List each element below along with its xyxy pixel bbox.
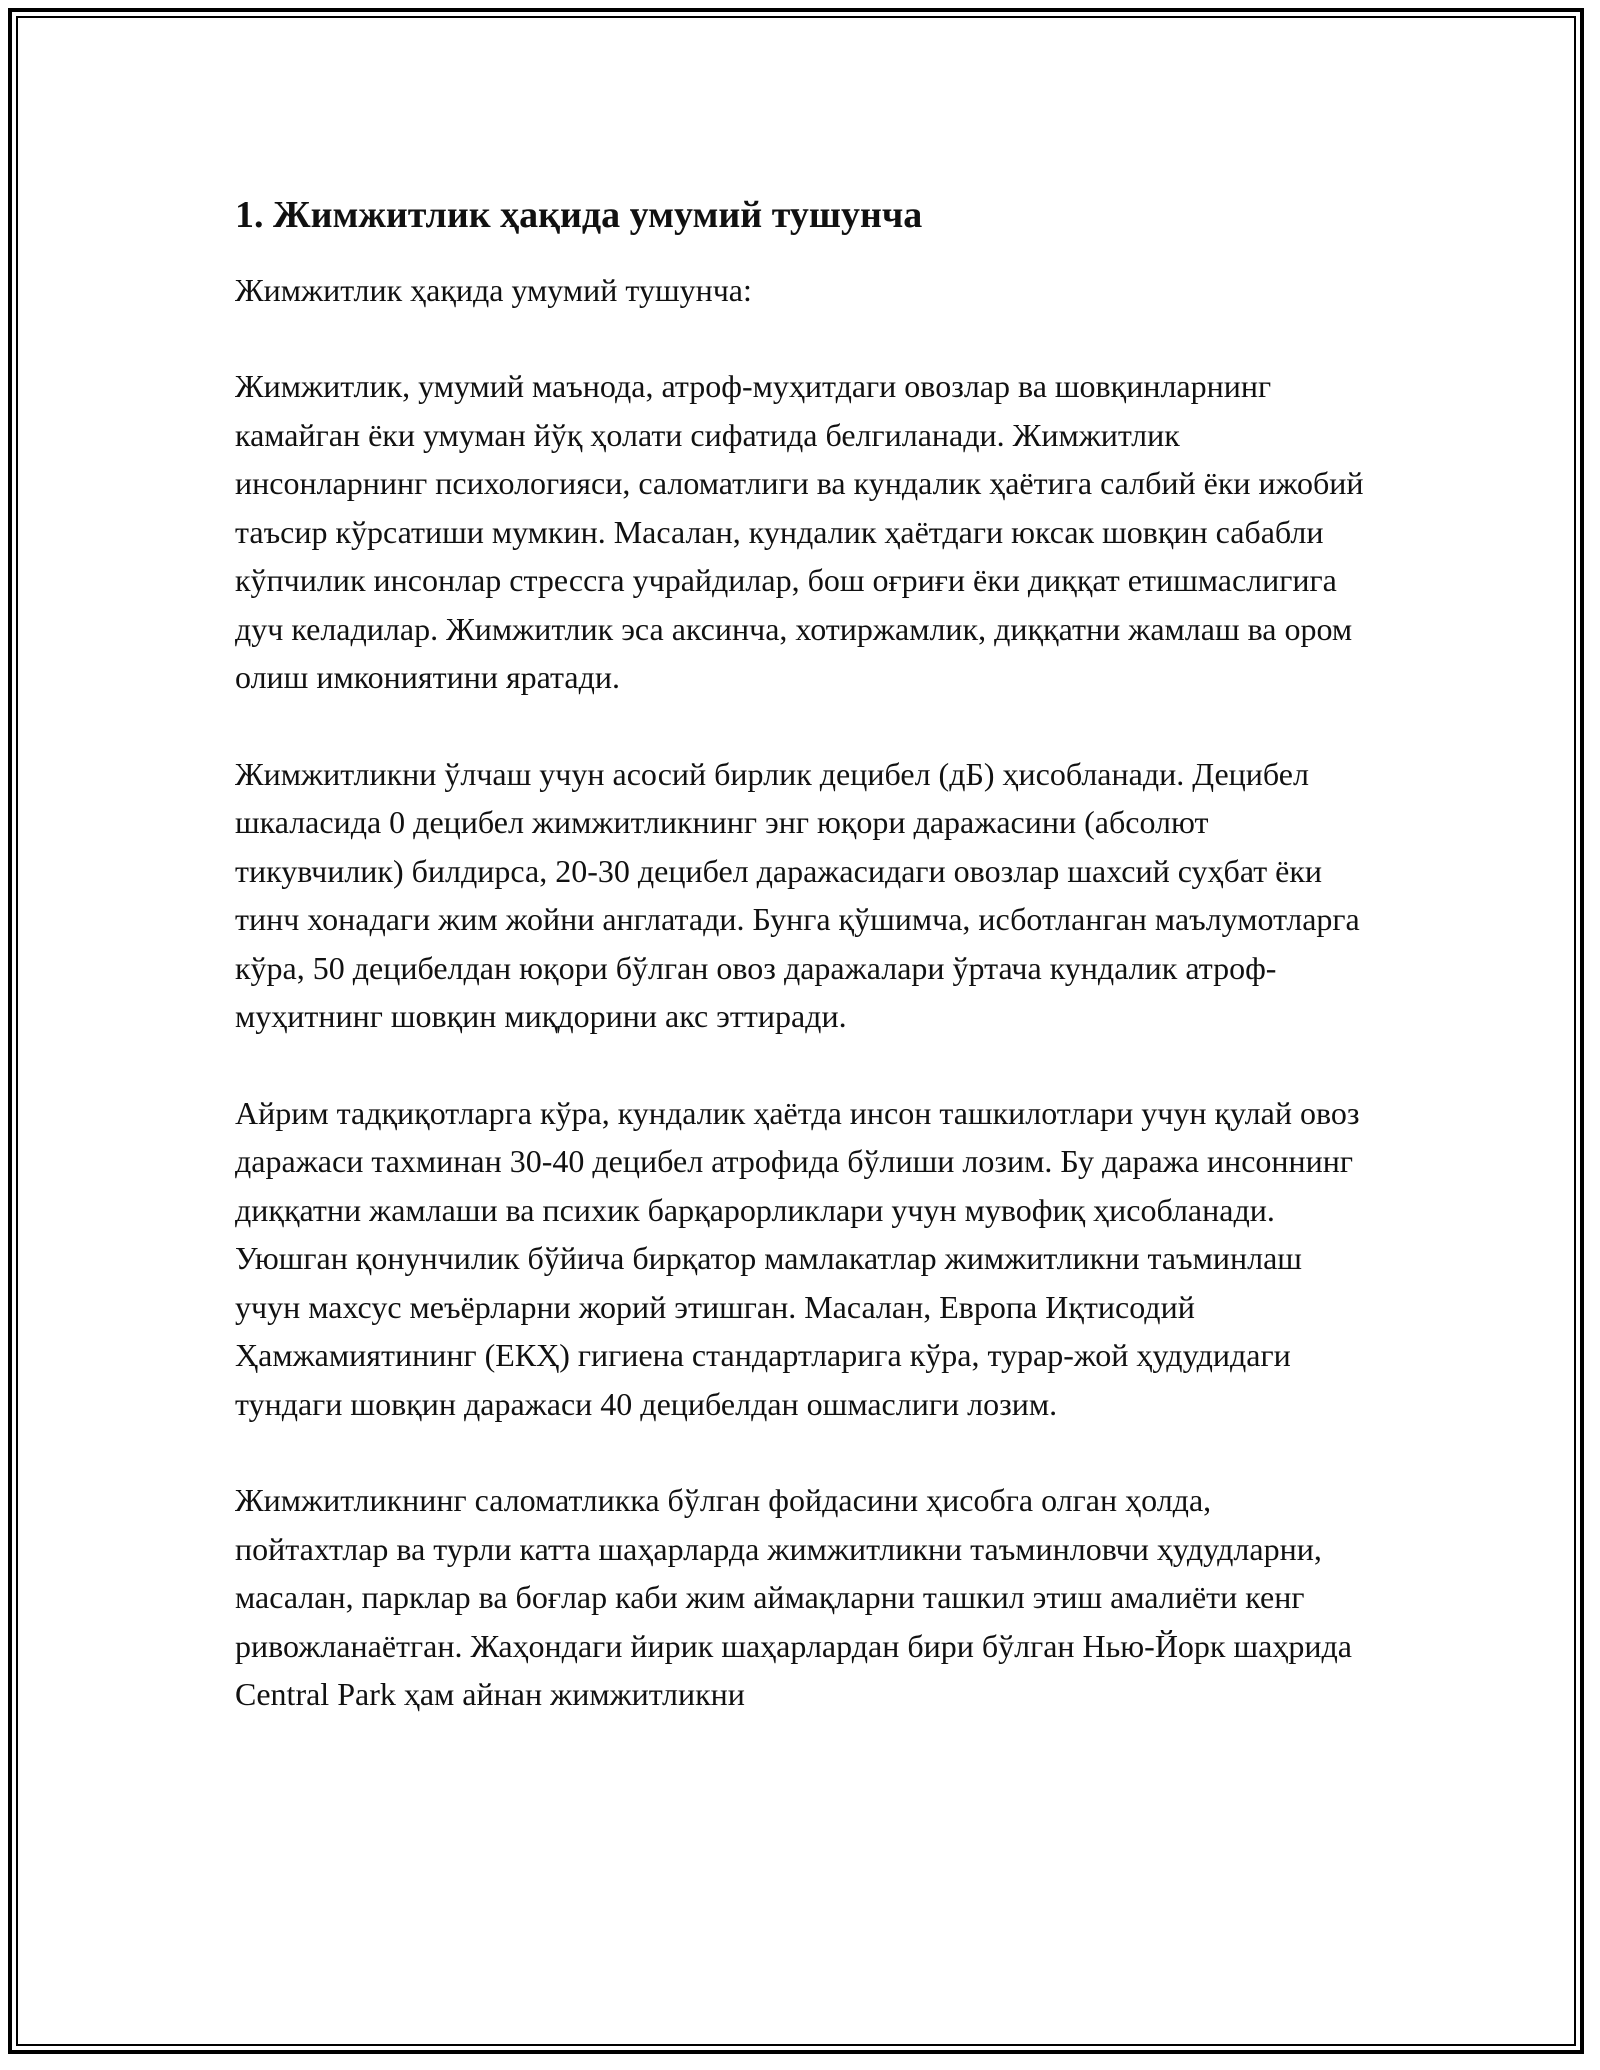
- intro-line: Жимжитлик ҳақида умумий тушунча:: [235, 272, 752, 308]
- paragraph-1: Жимжитлик, умумий маънода, атроф-муҳитдаги овозлар ва шовқинларнинг камайган ёки умуман йўқ ҳолати сифатида белгиланади. Жимжитлик инсонларнинг психологияси, саломатлиги ва кундалик ҳаётига салбий ёки ижобий таъсир кўрсатиши мумкин. Масалан, кундалик ҳаётдаги юксак шовқин сабабли кўпчилик инсонлар стрессга учрайдилар, бош оғриғи ёки диққат етишмаслигига дуч келадилар. Жимжитлик эса аксинча, хотиржамлик, диққатни жамлаш ва ором олиш имкониятини яратади.: [235, 368, 1364, 695]
- paragraph-3: Айрим тадқиқотларга кўра, кундалик ҳаётда инсон ташкилотлари учун қулай овоз даражаси тахминан 30-40 децибел атрофида бўлиши лозим. Бу даража инсоннинг диққатни жамлаши ва психик барқарорликлари учун мувофиқ ҳисобланади. Уюшган қонунчилик бўйича бирқатор мамлакатлар жимжитликни таъминлаш учун махсус меъёрларни жорий этишган. Масалан, Европа Иқтисодий Ҳамжамиятининг (ЕКҲ) гигиена стандартларига кўра, турар-жой ҳудудидаги тундаги шовқин даражаси 40 децибелдан ошмаслиги лозим.: [235, 1094, 1360, 1422]
- section-heading: 1. Жимжитлик ҳақида умумий тушунча: [235, 194, 923, 236]
- document-body: [235, 190, 1370, 1767]
- paragraph-4: Жимжитликнинг саломатликка бўлган фойдасини ҳисобга олган ҳолда, пойтахтлар ва турли катта шаҳарларда жимжитликни таъминловчи ҳудудларни, масалан, парклар ва боғлар каби жим аймақларни ташкил этиш амалиёти кенг ривожланаётган. Жаҳондаги йирик шаҳарлардан бири бўлган Нью-Йорк шаҳрида Central Park ҳам айнан жимжитликни: [235, 1482, 1352, 1712]
- paragraph-2: Жимжитликни ўлчаш учун асосий бирлик децибел (дБ) ҳисобланади. Децибел шкаласида 0 децибел жимжитликнинг энг юқори даражасини (абсолют тикувчилик) билдирса, 20-30 децибел даражасидаги овозлар шахсий суҳбат ёки тинч хонадаги жим жойни англатади. Бунга қўшимча, исботланган маълумотларга кўра, 50 децибелдан юқори бўлган овоз даражалари ўртача кундалик атроф-муҳитнинг шовқин миқдорини акс эттиради.: [235, 755, 1360, 1034]
